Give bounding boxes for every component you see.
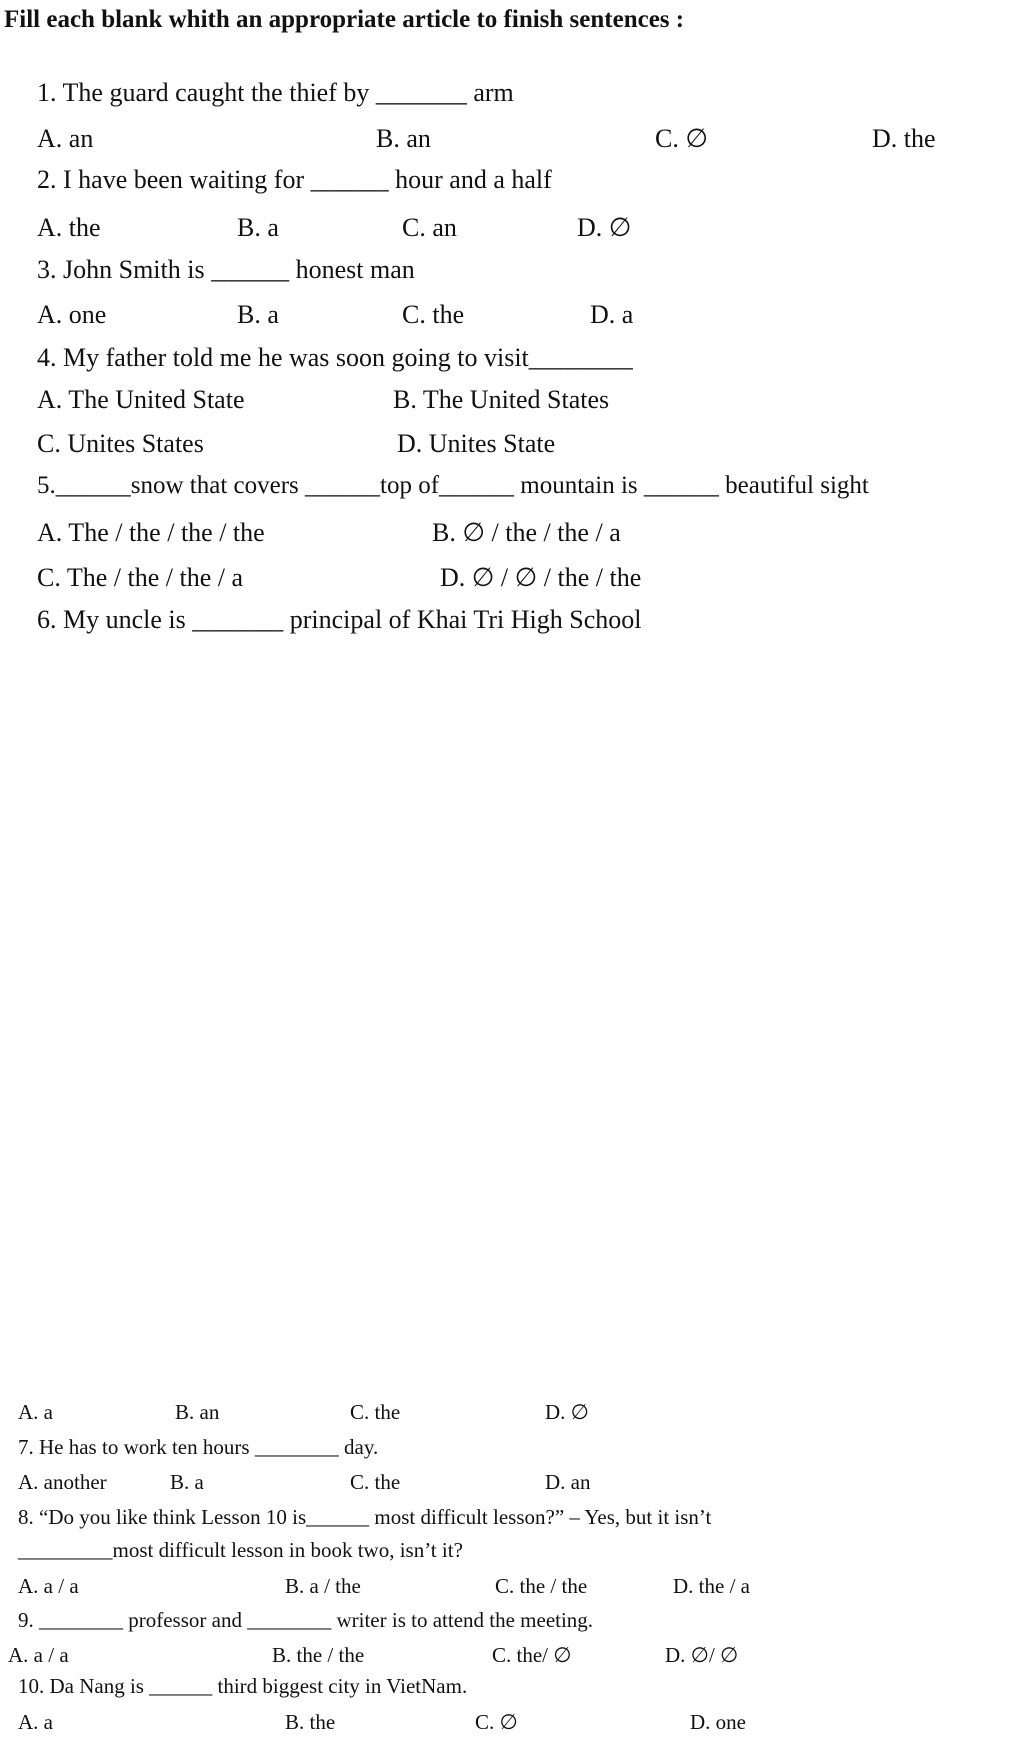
q3-option-c: C. the [402, 300, 465, 329]
q4-option-d: D. Unites State [397, 429, 556, 458]
q1-option-a: A. an [37, 124, 94, 153]
q2-option-c: C. an [402, 213, 457, 242]
q9-option-c: C. the/ ∅ [492, 1643, 572, 1667]
question-1-text: 1. The guard caught the thief by _______ arm [37, 78, 514, 107]
q4-option-a: A. The United State [37, 385, 245, 414]
question-5-text: 5.______snow that covers ______top of______ mountain is ______ beautiful sight [37, 472, 869, 499]
question-3-text: 3. John Smith is ______ honest man [37, 255, 415, 284]
q8-option-a: A. a / a [18, 1574, 79, 1598]
q7-option-b: B. a [170, 1470, 204, 1494]
q10-option-d: D. one [690, 1710, 746, 1734]
q10-option-c: C. ∅ [475, 1710, 518, 1734]
question-8-text-continued: _________most difficult lesson in book two, isn’t it? [18, 1538, 463, 1562]
q2-option-d: D. ∅ [577, 213, 632, 242]
question-6-text: 6. My uncle is _______ principal of Khai Tri High School [37, 605, 642, 634]
q6-option-c: C. the [350, 1400, 401, 1424]
q2-option-b: B. a [237, 213, 279, 242]
q8-option-c: C. the / the [495, 1574, 588, 1598]
q7-option-a: A. another [18, 1470, 107, 1494]
q1-option-c: C. ∅ [655, 124, 708, 153]
question-7-text: 7. He has to work ten hours ________ day. [18, 1435, 379, 1459]
q9-option-b: B. the / the [272, 1643, 365, 1667]
worksheet-title: Fill each blank whith an appropriate article to finish sentences : [4, 6, 685, 33]
q10-option-a: A. a [18, 1710, 53, 1734]
q6-option-d: D. ∅ [545, 1400, 589, 1424]
q4-option-b: B. The United States [393, 385, 610, 414]
q5-option-d: D. ∅ / ∅ / the / the [440, 563, 642, 592]
q3-option-a: A. one [37, 300, 107, 329]
q1-option-d: D. the [872, 124, 936, 153]
question-9-text: 9. ________ professor and ________ writer is to attend the meeting. [18, 1608, 594, 1632]
q1-option-b: B. an [376, 124, 431, 153]
question-10-text: 10. Da Nang is ______ third biggest city in VietNam. [18, 1674, 468, 1698]
q6-option-b: B. an [175, 1400, 220, 1424]
q5-option-c: C. The / the / the / a [37, 563, 244, 592]
question-8-text: 8. “Do you like think Lesson 10 is______ most difficult lesson?” – Yes, but it isn’t [18, 1505, 712, 1529]
q2-option-a: A. the [37, 213, 101, 242]
q7-option-d: D. an [545, 1470, 591, 1494]
question-2-text: 2. I have been waiting for ______ hour and a half [37, 165, 552, 194]
q4-option-c: C. Unites States [37, 429, 204, 458]
q5-option-a: A. The / the / the / the [37, 518, 265, 547]
q10-option-b: B. the [285, 1710, 336, 1734]
q3-option-b: B. a [237, 300, 279, 329]
q7-option-c: C. the [350, 1470, 401, 1494]
question-4-text: 4. My father told me he was soon going to visit________ [37, 343, 633, 372]
q9-option-a: A. a / a [8, 1643, 69, 1667]
q6-option-a: A. a [18, 1400, 53, 1424]
q3-option-d: D. a [590, 300, 634, 329]
q8-option-d: D. the / a [673, 1574, 750, 1598]
q5-option-b: B. ∅ / the / the / a [432, 518, 621, 547]
q8-option-b: B. a / the [285, 1574, 361, 1598]
q9-option-d: D. ∅/ ∅ [665, 1643, 739, 1667]
